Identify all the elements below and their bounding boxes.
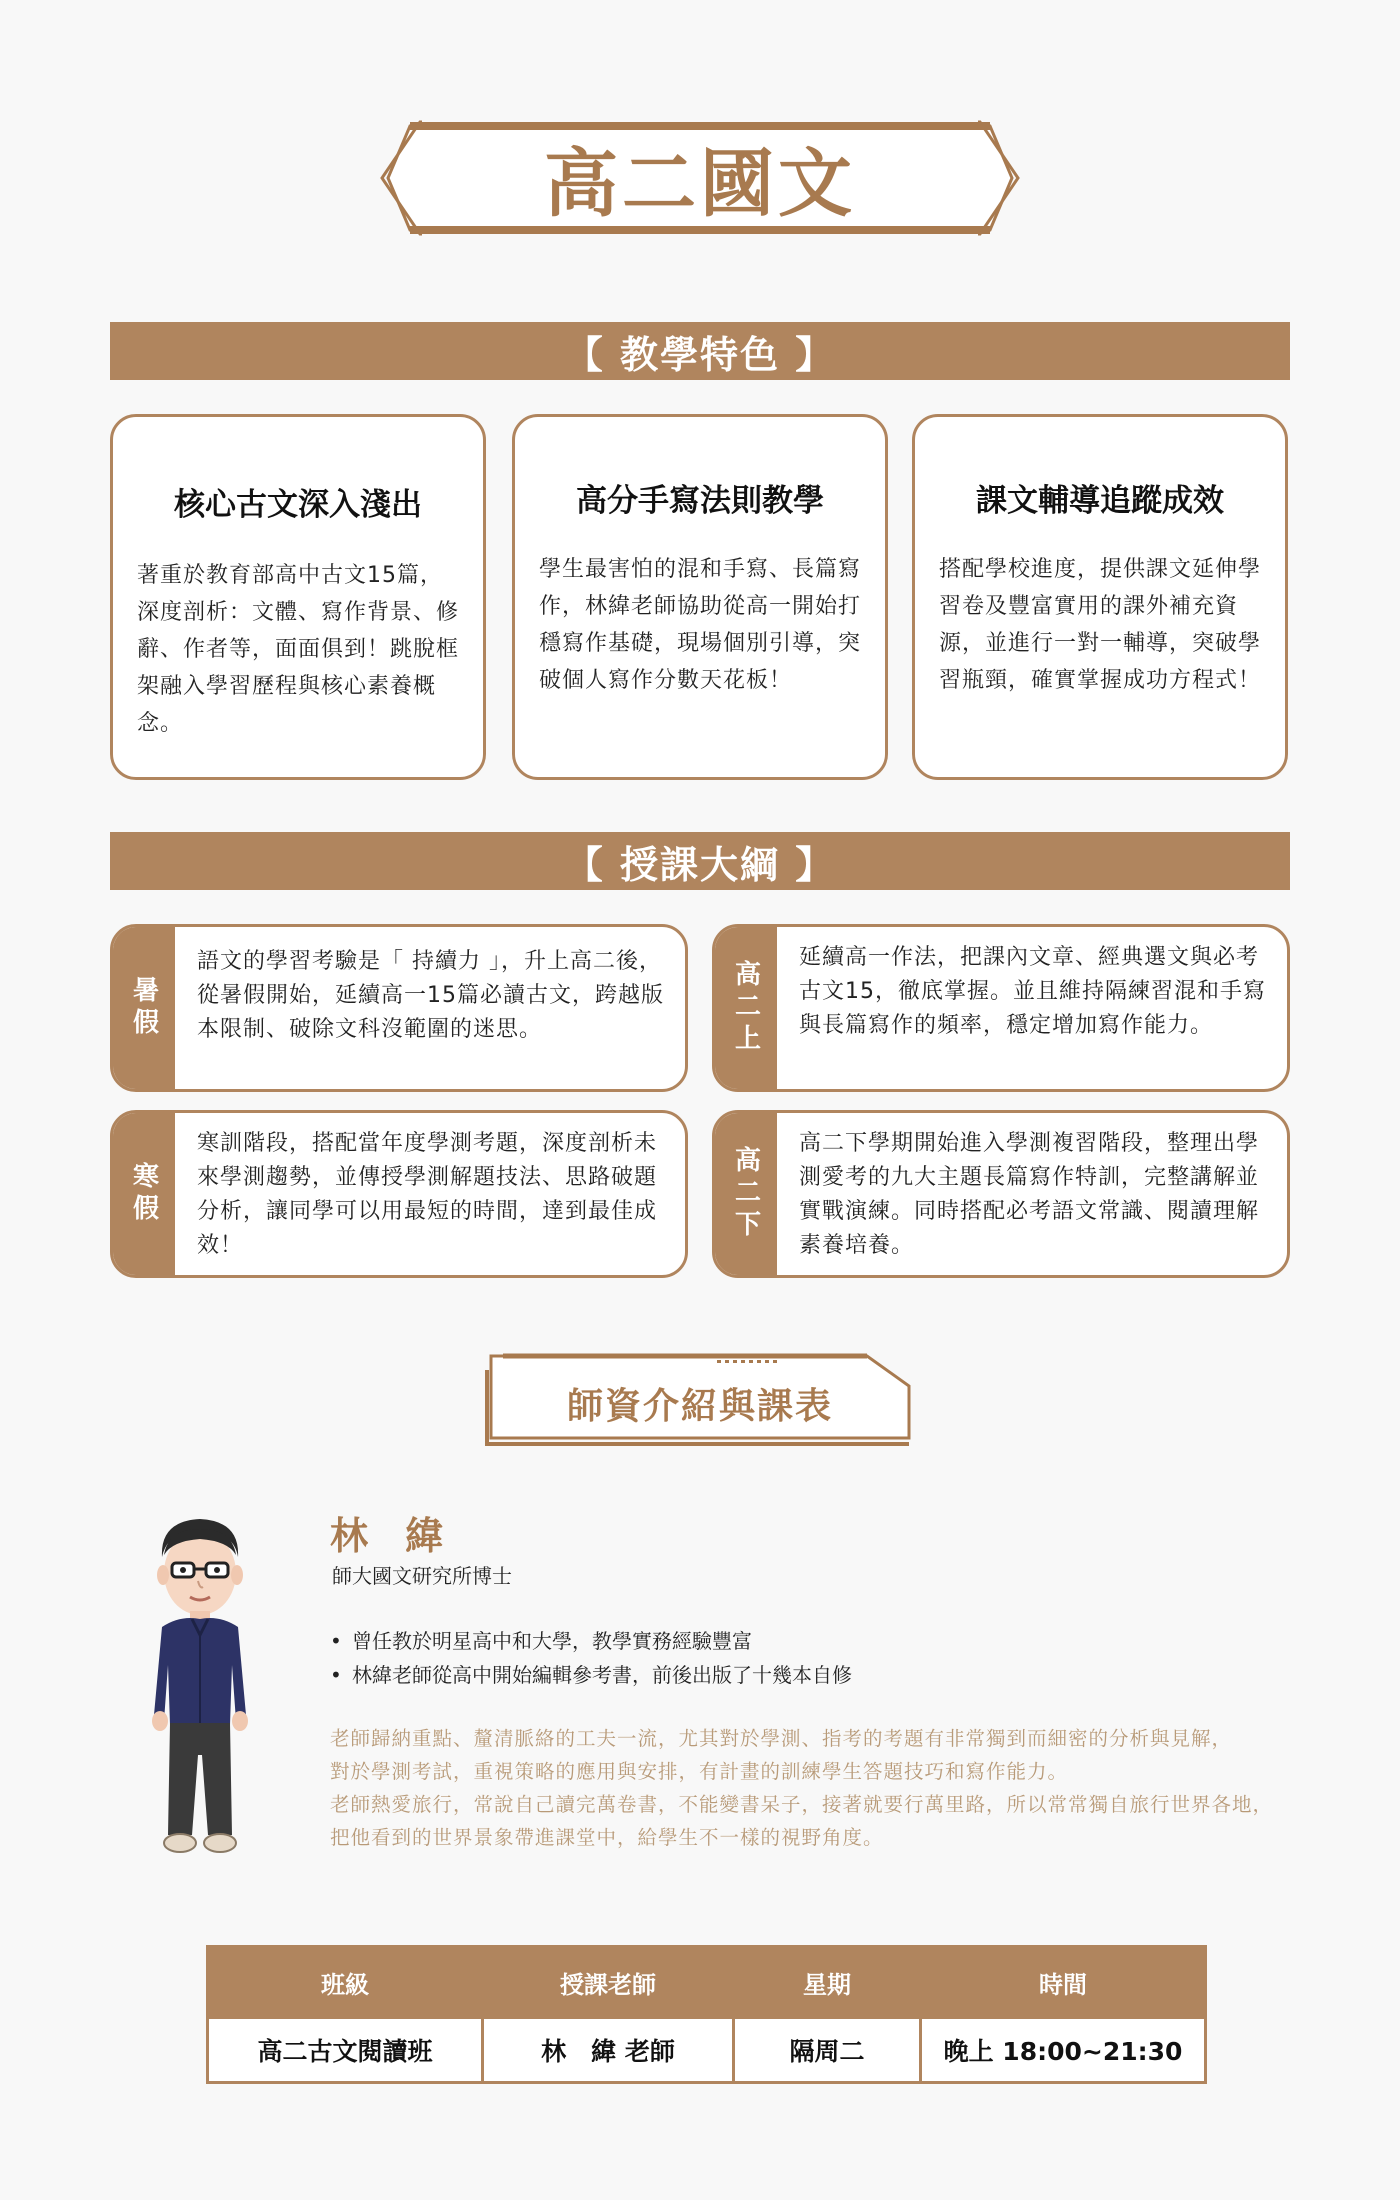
schedule-cell-teacher: 林 緯 老師 [483, 2018, 734, 2083]
schedule-header-time: 時間 [921, 1947, 1206, 2018]
feature-card [512, 414, 888, 780]
teacher-degree: 師大國文研究所博士 [332, 1564, 512, 1588]
syllabus-card-grade11-second [712, 1110, 1290, 1278]
syllabus-tab: 高二下 [715, 1113, 777, 1275]
teacher-description [330, 1722, 1340, 1854]
feature-card [110, 414, 486, 780]
teacher-avatar [140, 1515, 260, 1860]
schedule-cell-time: 晚上 18:00~21:30 [921, 2018, 1206, 2083]
feature-title: 高分手寫法則教學 [576, 483, 824, 519]
syllabus-card-winter [110, 1110, 688, 1278]
feature-body: 學生最害怕的混和手寫、長篇寫作，林緯老師協助從高一開始打穩寫作基礎，現場個別引導，突破個人寫作分數天花板！ [539, 557, 862, 693]
title-banner [380, 118, 1020, 238]
teacher-highlight-item: • 林緯老師從高中開始編輯參考書，前後出版了十幾本自修 [330, 1658, 852, 1692]
schedule-table [206, 1945, 1207, 2084]
schedule-header-teacher: 授課老師 [483, 1947, 734, 2018]
feature-body: 搭配學校進度，提供課文延伸學習卷及豐富實用的課外補充資源，並進行一對一輔導，突破學習瓶頸，確實掌握成功方程式！ [939, 557, 1262, 693]
page-title: 高二國文 [544, 141, 856, 227]
feature-body: 著重於教育部高中古文15篇，深度剖析：文體、寫作背景、修辭、作者等，面面俱到！跳脫框架融入學習歷程與核心素養概念。 [137, 563, 460, 736]
table-row [208, 2018, 1206, 2083]
schedule-header-day: 星期 [734, 1947, 921, 2018]
syllabus-tab: 暑假 [113, 927, 175, 1089]
teacher-section-title: 師資介紹與課表 [566, 1386, 833, 1427]
schedule-header-row [208, 1947, 1206, 2018]
syllabus-text: 語文的學習考驗是「 持續力 」，升上高二後，從暑假開始，延續高一15篇必讀古文，跨越版本限制、破除文科沒範圍的迷思。 [197, 949, 664, 1042]
schedule-cell-day: 隔周二 [734, 2018, 921, 2083]
schedule-cell-class: 高二古文閱讀班 [208, 2018, 483, 2083]
features-heading: 【 教學特色 】 [110, 322, 1290, 380]
teacher-name: 林 緯 [330, 1514, 456, 1558]
feature-card [912, 414, 1288, 780]
syllabus-text: 高二下學期開始進入學測複習階段，整理出學測愛考的九大主題長篇寫作特訓，完整講解並實戰演練。同時搭配必考語文常識、閱讀理解素養培養。 [799, 1131, 1260, 1258]
teacher-description-line: 對於學測考試，重視策略的應用與安排，有計畫的訓練學生答題技巧和寫作能力。 [330, 1760, 1069, 1783]
syllabus-tab: 寒假 [113, 1113, 175, 1275]
teacher-highlights [330, 1624, 852, 1692]
syllabus-card-grade11-first [712, 924, 1290, 1092]
teacher-highlight-item: • 曾任教於明星高中和大學，教學實務經驗豐富 [330, 1624, 852, 1658]
syllabus-card-summer [110, 924, 688, 1092]
teacher-section-header [485, 1350, 915, 1450]
syllabus-tab: 高二上 [715, 927, 777, 1089]
teacher-description-line: 把他看到的世界景象帶進課堂中，給學生不一樣的視野角度。 [330, 1826, 884, 1849]
syllabus-heading: 【 授課大綱 】 [110, 832, 1290, 890]
schedule-header-class: 班級 [208, 1947, 483, 2018]
teacher-description-line: 老師熱愛旅行，常說自己讀完萬卷書，不能變書呆子，接著就要行萬里路，所以常常獨自旅行世界各地， [330, 1793, 1274, 1816]
syllabus-text: 延續高一作法，把課內文章、經典選文與必考古文15，徹底掌握。並且維持隔練習混和手寫與長篇寫作的頻率，穩定增加寫作能力。 [799, 945, 1266, 1038]
teacher-description-line: 老師歸納重點、釐清脈絡的工夫一流，尤其對於學測、指考的考題有非常獨到而細密的分析與見解， [330, 1727, 1233, 1750]
feature-title: 核心古文深入淺出 [174, 487, 422, 523]
syllabus-text: 寒訓階段，搭配當年度學測考題，深度剖析未來學測趨勢，並傳授學測解題技法、思路破題分析，讓同學可以用最短的時間，達到最佳成效！ [197, 1131, 658, 1258]
feature-title: 課文輔導追蹤成效 [976, 483, 1224, 519]
